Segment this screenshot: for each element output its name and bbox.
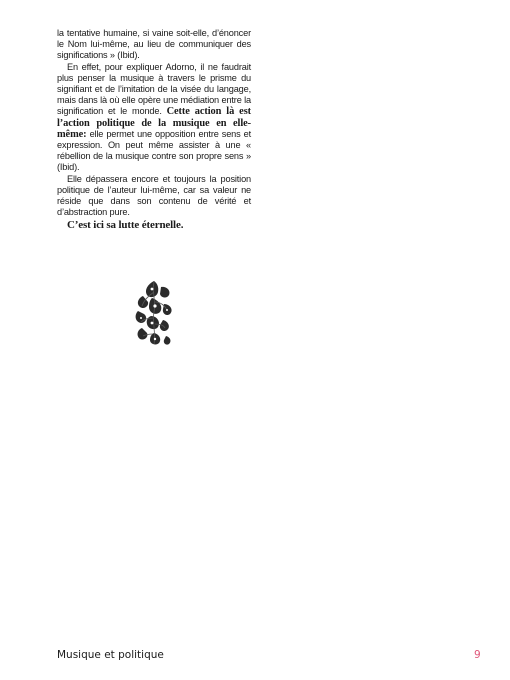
paragraph-adorno-rest: elle permet une opposition entre sens et expression. On peut même assister à une « rébellion de la musique contre son propre sens » (Ibid). bbox=[57, 128, 251, 173]
paragraph-continued: la tentative humaine, si vaine soit-elle, d’énoncer le Nom lui-même, au lieu de communiquer des significations » (Ibid). bbox=[57, 28, 251, 61]
paragraph-adorno-text: En effet, pour expliquer Adorno, il ne faudrait plus penser la musique à travers le prisme du signifiant et de l’imitation de la visée du langage, mais dans là où elle opère une médiation entre la signification et le monde. bbox=[57, 61, 251, 117]
conclusion-line: C’est ici sa lutte éternelle. bbox=[67, 219, 184, 232]
paragraph-adorno bbox=[57, 62, 251, 174]
page-number: 9 bbox=[474, 649, 481, 661]
floral-ornament-icon bbox=[130, 278, 178, 348]
emphasis-political-action: Cette action là est l’action politique de la musique en elle-même: bbox=[57, 106, 251, 140]
running-footer-title: Musique et politique bbox=[57, 649, 164, 661]
paragraph-position: Elle dépassera encore et toujours la position politique de l’auteur lui-même, car sa valeur ne réside que dans son contenu de vérité et d’abstraction pure. bbox=[57, 173, 251, 218]
text-column bbox=[57, 28, 251, 232]
